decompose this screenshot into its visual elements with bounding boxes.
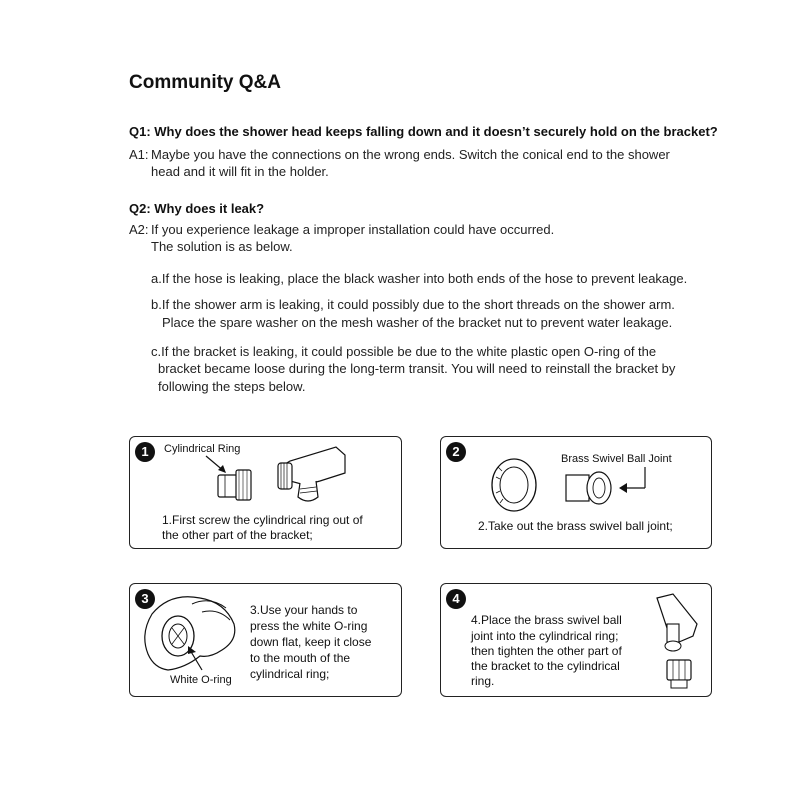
step-4-caption-line-5: ring. [471, 674, 495, 688]
step-3-card [129, 583, 402, 697]
step-1-card [129, 436, 402, 549]
step-3-caption-line-5: cylindrical ring; [250, 667, 330, 681]
step-2-badge: 2 [446, 442, 466, 462]
solution-b-line-1: b.If the shower arm is leaking, it could possibly due to the short threads on the shower arm. [151, 297, 675, 312]
question-1: Q1: Why does the shower head keeps falling down and it doesn’t securely hold on the bracket? [129, 124, 718, 139]
step-2-label: Brass Swivel Ball Joint [561, 453, 672, 465]
step-3-caption-line-3: down flat, keep it close [250, 635, 372, 649]
step-3-caption-line-4: to the mouth of the [250, 651, 351, 665]
solution-c-line-2: bracket became loose during the long-term transit. You will need to reinstall the bracket by [158, 361, 676, 376]
answer-2-prefix: A2: [129, 222, 149, 237]
question-2: Q2: Why does it leak? [129, 201, 265, 216]
step-3-caption-line-2: press the white O-ring [250, 619, 368, 633]
step-3-badge: 3 [135, 589, 155, 609]
answer-2-line-1: If you experience leakage a improper installation could have occurred. [151, 222, 555, 237]
step-4-caption-line-4: the bracket to the cylindrical [471, 659, 620, 673]
step-2-caption-line-1: 2.Take out the brass swivel ball joint; [478, 519, 673, 533]
step-4-card [440, 583, 712, 697]
solution-a-line-1: a.If the hose is leaking, place the black washer into both ends of the hose to prevent leakage. [151, 271, 688, 286]
solution-c-line-3: following the steps below. [158, 379, 306, 394]
answer-2-line-2: The solution is as below. [151, 239, 293, 254]
solution-b-line-2: Place the spare washer on the mesh washer of the bracket nut to prevent water leakage. [162, 315, 673, 330]
step-3-label: White O-ring [170, 674, 232, 686]
step-3-caption-line-1: 3.Use your hands to [250, 603, 358, 617]
step-4-illustration [441, 584, 713, 698]
answer-1-line-1: Maybe you have the connections on the wrong ends. Switch the conical end to the shower [151, 147, 670, 162]
solution-c-line-1: c.If the bracket is leaking, it could possible be due to the white plastic open O-ring of the [151, 344, 657, 359]
step-1-badge: 1 [135, 442, 155, 462]
step-1-caption-line-2: the other part of the bracket; [162, 528, 313, 542]
answer-1-prefix: A1: [129, 147, 149, 162]
step-4-badge: 4 [446, 589, 466, 609]
step-1-caption-line-1: 1.First screw the cylindrical ring out of [162, 513, 363, 527]
answer-1-line-2: head and it will fit in the holder. [151, 164, 329, 179]
step-4-caption-line-2: joint into the cylindrical ring; [471, 629, 619, 643]
step-2-card [440, 436, 712, 549]
step-1-label: Cylindrical Ring [164, 443, 241, 455]
page-title: Community Q&A [129, 72, 281, 93]
step-4-caption-line-3: then tighten the other part of [471, 644, 622, 658]
step-4-caption-line-1: 4.Place the brass swivel ball [471, 613, 622, 627]
